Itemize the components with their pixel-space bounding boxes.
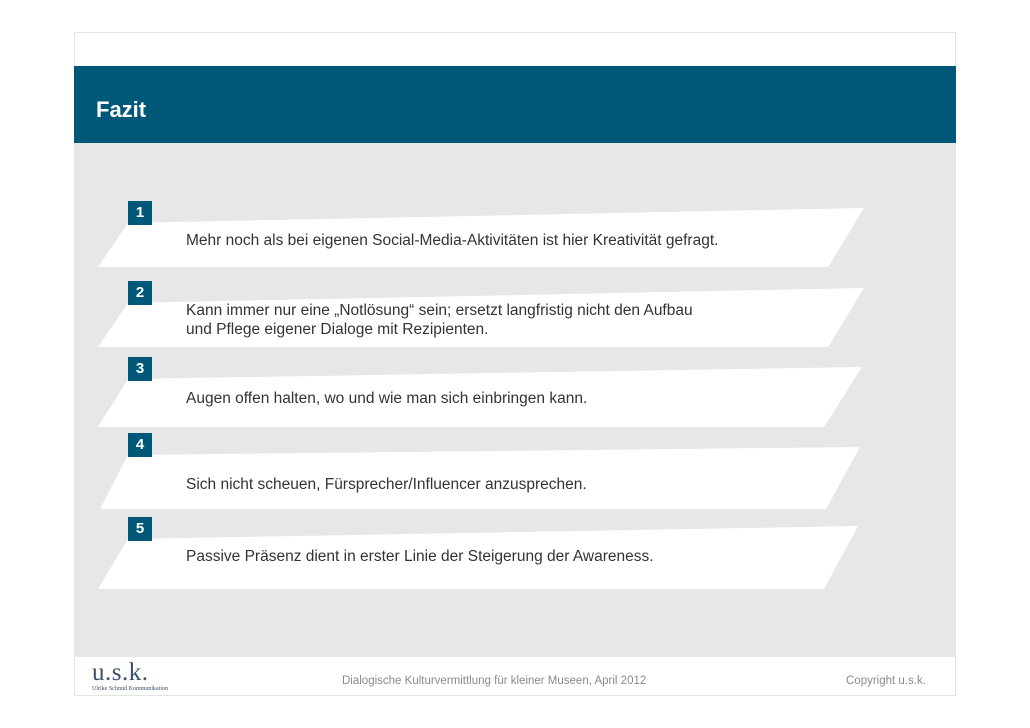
item-text-line: Sich nicht scheuen, Fürsprecher/Influencer anzusprechen. xyxy=(186,476,587,493)
list-item xyxy=(74,201,956,281)
item-text xyxy=(186,301,826,339)
list-item xyxy=(74,357,956,437)
logo-subtitle: Ulrike Schmid Kommunikation xyxy=(92,686,168,692)
content-area xyxy=(74,143,956,657)
usk-logo xyxy=(92,659,168,693)
footer-caption: Dialogische Kulturvermittlung für kleiner Museen, April 2012 xyxy=(342,675,647,687)
page-title: Fazit xyxy=(96,97,147,122)
item-text xyxy=(186,547,826,566)
list-item xyxy=(74,281,956,361)
item-text-line: Mehr noch als bei eigenen Social-Media-Aktivitäten ist hier Kreativität gefragt. xyxy=(186,232,719,249)
item-text xyxy=(186,389,826,408)
item-number-badge: 2 xyxy=(128,281,152,305)
footer-copyright: Copyright u.s.k. xyxy=(846,675,926,687)
list-item xyxy=(74,433,956,513)
item-number-badge: 5 xyxy=(128,517,152,541)
logo-wordmark: u.s.k. xyxy=(92,659,149,686)
item-text-line: Kann immer nur eine „Notlösung“ sein; ersetzt langfristig nicht den Aufbau xyxy=(186,302,693,319)
item-shape xyxy=(74,433,956,513)
item-text-line: Augen offen halten, wo und wie man sich einbringen kann. xyxy=(186,390,588,407)
item-text xyxy=(186,231,826,250)
item-text xyxy=(186,475,826,494)
item-number-badge: 1 xyxy=(128,201,152,225)
item-number-badge: 3 xyxy=(128,357,152,381)
header-bar xyxy=(74,66,956,143)
item-number-badge: 4 xyxy=(128,433,152,457)
item-text-line: Passive Präsenz dient in erster Linie der Steigerung der Awareness. xyxy=(186,548,654,565)
item-text-line: und Pflege eigener Dialoge mit Rezipienten. xyxy=(186,321,489,338)
list-item xyxy=(74,517,956,597)
